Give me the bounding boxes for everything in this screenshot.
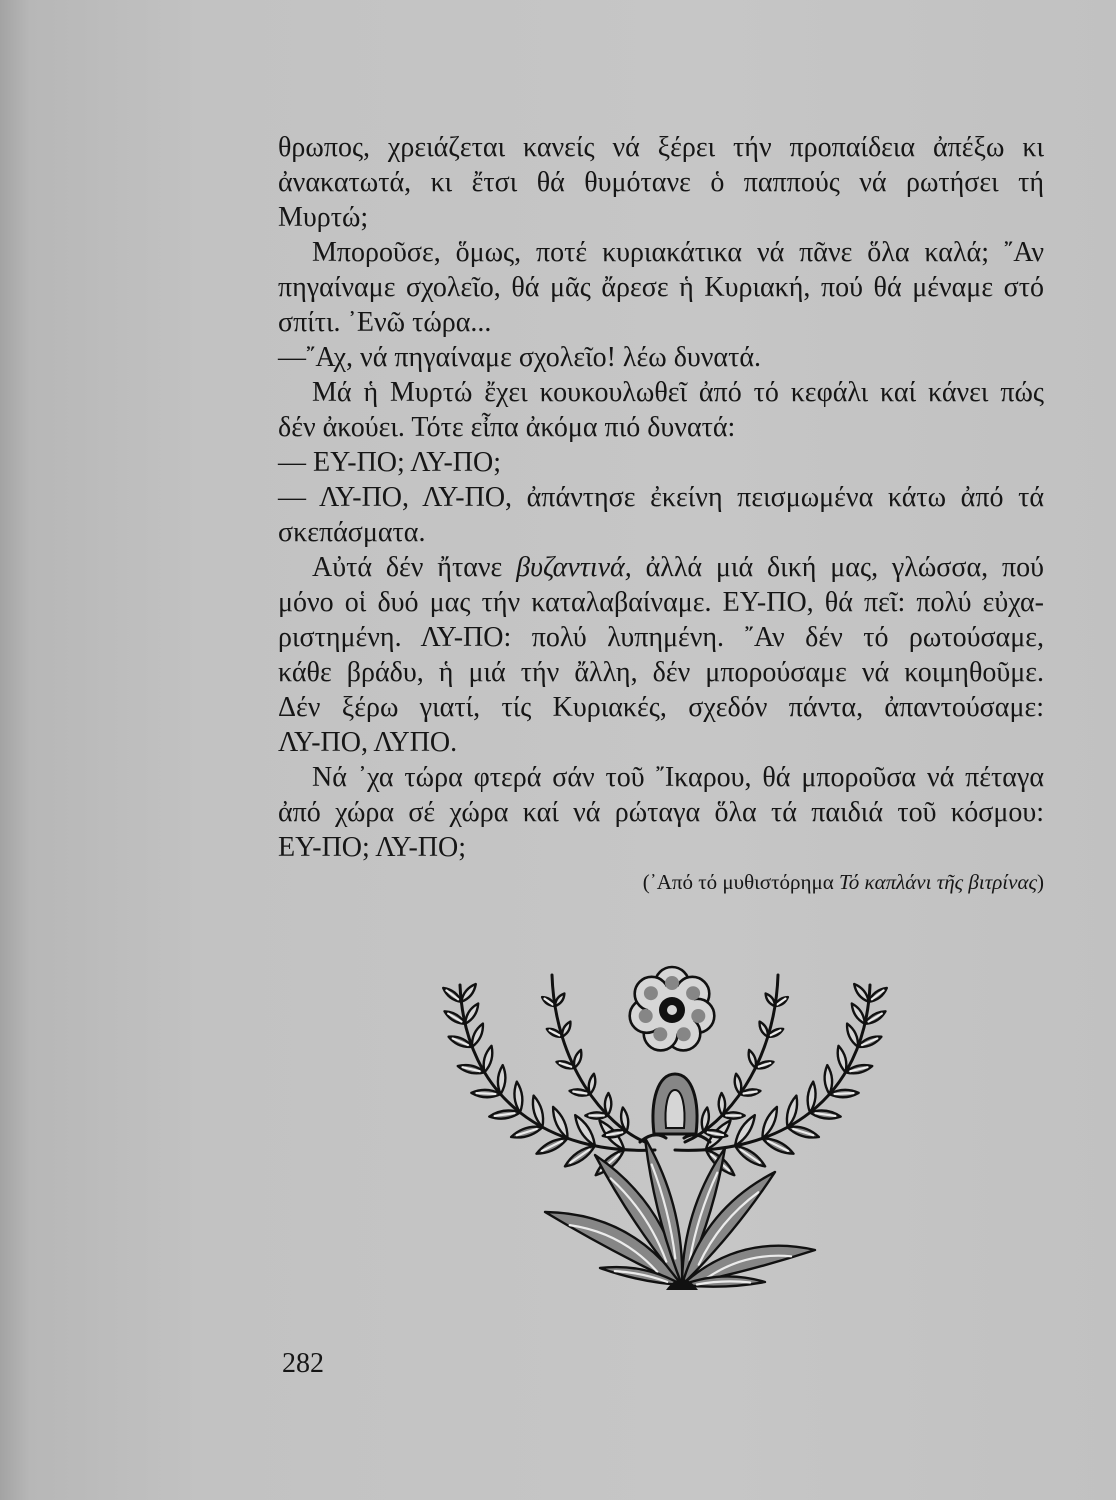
ornament-dome-inner [665, 1090, 684, 1128]
ornament-rosette-petal-shade [686, 986, 700, 1000]
text-line: Μποροῦσε, ὅμως, ποτέ κυριακάτικα νά πᾶνε ὅλα καλά; ῎Αν [312, 237, 1044, 268]
text-line: σπίτι. ᾿Ενῶ τώρα... [278, 307, 492, 338]
text-line: ΛΥ-ΠΟ, ΛΥΠΟ. [278, 727, 458, 758]
ornament-leaf [461, 984, 476, 1002]
ornament-leaf [484, 1046, 493, 1073]
text-line: σκεπάσματα. [278, 517, 426, 548]
text-line [278, 550, 1044, 585]
text-line: —῎Αχ, νά πηγαίναμε σχολεῖο! λέω δυνατά. [278, 342, 761, 373]
text-segment: Αὐτά δέν ἤτανε [312, 552, 517, 583]
ornament-center-dome [640, 1074, 710, 1142]
ornament-rosette-petal-shade [639, 1009, 653, 1023]
text-line: ΕΥ-ΠΟ; ΛΥ-ΠΟ; [278, 832, 466, 863]
floral-ornament-icon [430, 950, 900, 1310]
ornament-rosette-petal-shade [677, 1027, 691, 1041]
text-line: μόνο οἱ δυό μας τήν καταλαβαίναμε. ΕΥ-ΠΟ, θά πεῖ: πολύ εὐχα- [278, 587, 1044, 618]
ornament-leaf [749, 1050, 756, 1068]
source-prefix: (᾿Από τό μυθιστόρημα [642, 870, 840, 894]
ornament-leaf [825, 1065, 833, 1094]
ornament-leaf [574, 1050, 581, 1068]
text-line: δέν ἀκούει. Τότε εἶπα ἀκόμα πιό δυνατά: [278, 412, 736, 443]
ornament-leaf [465, 1004, 478, 1024]
ornament-leaf [498, 1065, 506, 1094]
text-line: Νά ᾿χα τώρα φτερά σάν τοῦ ῎Ικαρου, θά μποροῦσα νά πέταγα [312, 762, 1044, 793]
source-citation [278, 865, 1044, 900]
ornament-leaf [838, 1046, 847, 1073]
ornament-leaf [854, 984, 869, 1002]
ornament-rosette-petal-shade [653, 1027, 667, 1041]
page-number: 282 [282, 1348, 324, 1379]
ornament-leaf [555, 994, 564, 1007]
ornament-rosette-petal-shade [665, 976, 679, 990]
text-line: θρωπος, χρειάζεται κανείς νά ξέρει τήν προπαίδεια ἀπέξω κι [278, 132, 1044, 163]
ornament-rosette [630, 967, 715, 1050]
text-line: ἀνακατωτά, κι ἔτσι θά θυμότανε ὁ παππούς νά ρωτήσει τή [278, 167, 1044, 198]
text-line: κάθε βράδυ, ἡ μιά τήν ἄλλη, δέν μπορούσαμε νά κοιμηθοῦμε. [278, 657, 1044, 688]
text-line: — ΛΥ-ΠΟ, ΛΥ-ΠΟ, ἀπάντησε ἐκείνη πεισμωμένα κάτω ἀπό τά [278, 482, 1044, 513]
text-line: Δέν ξέρω γιατί, τίς Κυριακές, σχεδόν πάντα, ἀπαντούσαμε: [278, 692, 1044, 723]
text-line: ριστημένη. ΛΥ-ΠΟ: πολύ λυπημένη. ῎Αν δέν τό ρωτούσαμε, [278, 622, 1044, 653]
text-line: Μυρτώ; [278, 202, 369, 233]
ornament-leaf-vein [477, 1093, 496, 1094]
ornament-leaf [472, 1024, 483, 1047]
ornament-leaf [766, 994, 775, 1007]
ornament-left-branch [443, 975, 655, 1175]
text-line: ἀπό χώρα σέ χώρα καί νά ρώταγα ὅλα τά παιδιά τοῦ κόσμου: [278, 797, 1044, 828]
ornament-leaf-vein [835, 1093, 854, 1094]
source-suffix: ) [1037, 870, 1044, 894]
body-text [278, 130, 1044, 900]
ornament-rosette-eye [667, 1005, 677, 1015]
text-segment: ἀλλά μιά δική μας, γλώσσα, πού [631, 552, 1044, 583]
novel-title: Τό καπλάνι τῆς βιτρίνας [839, 870, 1037, 894]
ornament-leaf [760, 1022, 768, 1037]
ornament-rosette-petal-shade [644, 986, 658, 1000]
ornament-dome-curls [640, 1135, 710, 1142]
ornament-lower-plant [545, 1138, 815, 1290]
ornament-leaf [847, 1024, 858, 1047]
italic-word: βυζαντινά, [516, 552, 632, 583]
text-line: πηγαίναμε σχολεῖο, θά μᾶς ἄρεσε ἡ Κυριακή, πού θά μέναμε στό [278, 272, 1044, 303]
ornament-leaf [562, 1022, 570, 1037]
ornament-rosette-petal-shade [691, 1009, 705, 1023]
text-line: — ΕΥ-ΠΟ; ΛΥ-ΠΟ; [278, 447, 501, 478]
ornament-leaf [852, 1004, 865, 1024]
text-line: Μά ἡ Μυρτώ ἔχει κουκουλωθεῖ ἀπό τό κεφάλι καί κάνει πώς [312, 377, 1044, 408]
